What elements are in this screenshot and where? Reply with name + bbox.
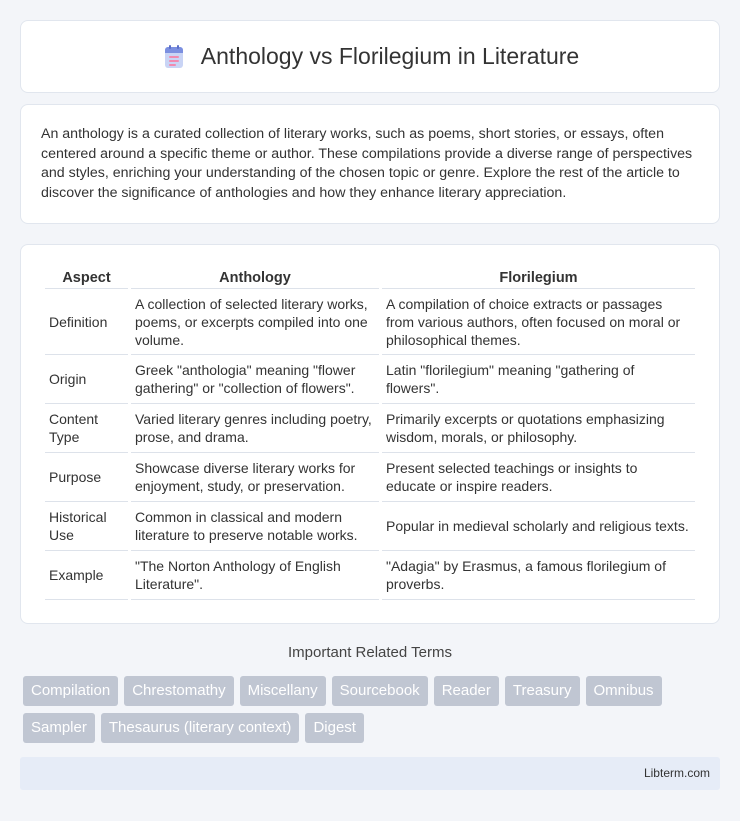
- intro-card: [20, 104, 720, 224]
- cell-aspect: Definition: [45, 289, 128, 355]
- related-tag[interactable]: Thesaurus (literary context): [101, 713, 300, 743]
- related-tag[interactable]: Miscellany: [240, 676, 326, 706]
- table-header-row: [45, 265, 695, 289]
- cell-florilegium: Latin "florilegium" meaning "gathering of flowers".: [382, 355, 695, 404]
- cell-aspect: Purpose: [45, 453, 128, 502]
- cell-aspect: Origin: [45, 355, 128, 404]
- table-row: [45, 289, 695, 355]
- footer: [20, 757, 720, 790]
- related-tag[interactable]: Chrestomathy: [124, 676, 233, 706]
- related-tag[interactable]: Sampler: [23, 713, 95, 743]
- footer-site-link[interactable]: Libterm.com: [643, 766, 710, 780]
- related-tag[interactable]: Compilation: [23, 676, 118, 706]
- related-terms-list: [23, 676, 723, 743]
- table-row: [45, 355, 695, 404]
- cell-aspect: Content Type: [45, 404, 128, 453]
- cell-anthology: Varied literary genres including poetry, prose, and drama.: [131, 404, 379, 453]
- cell-florilegium: Present selected teachings or insights to educate or inspire readers.: [382, 453, 695, 502]
- cell-florilegium: Popular in medieval scholarly and religious texts.: [382, 502, 695, 551]
- cell-florilegium: "Adagia" by Erasmus, a famous florilegium of proverbs.: [382, 551, 695, 600]
- related-terms-title: Important Related Terms: [288, 644, 452, 661]
- related-tag[interactable]: Omnibus: [586, 676, 662, 706]
- comparison-card: [20, 244, 720, 624]
- page-title: Anthology vs Florilegium in Literature: [200, 43, 580, 69]
- cell-anthology: Greek "anthologia" meaning "flower gathering" or "collection of flowers".: [131, 355, 379, 404]
- table-row: [45, 453, 695, 502]
- cell-aspect: Historical Use: [45, 502, 128, 551]
- title-card: [20, 20, 720, 93]
- cell-anthology: A collection of selected literary works, poems, or excerpts compiled into one volume.: [131, 289, 379, 355]
- cell-florilegium: A compilation of choice extracts or passages from various authors, often focused on moral or philosophical themes.: [382, 289, 695, 355]
- header-aspect: Aspect: [45, 265, 128, 289]
- comparison-table: [42, 265, 698, 600]
- table-row: [45, 551, 695, 600]
- cell-florilegium: Primarily excerpts or quotations emphasizing wisdom, morals, or philosophy.: [382, 404, 695, 453]
- document-icon: [161, 44, 187, 70]
- cell-anthology: "The Norton Anthology of English Literature".: [131, 551, 379, 600]
- related-tag[interactable]: Reader: [434, 676, 499, 706]
- header-anthology: Anthology: [131, 265, 379, 289]
- cell-anthology: Common in classical and modern literature to preserve notable works.: [131, 502, 379, 551]
- table-row: [45, 502, 695, 551]
- cell-anthology: Showcase diverse literary works for enjoyment, study, or preservation.: [131, 453, 379, 502]
- intro-text: An anthology is a curated collection of literary works, such as poems, short stories, or essays, often centered around a specific theme or author. These compilations provide a diverse range of perspectives and styles, enriching your understanding of the chosen topic or genre. Explore the rest of the article to discover the significance of anthologies and how they enhance literary appreciation.: [41, 126, 693, 201]
- related-tag[interactable]: Sourcebook: [332, 676, 428, 706]
- cell-aspect: Example: [45, 551, 128, 600]
- related-tag[interactable]: Digest: [305, 713, 364, 743]
- table-row: [45, 404, 695, 453]
- related-tag[interactable]: Treasury: [505, 676, 580, 706]
- header-florilegium: Florilegium: [382, 265, 695, 289]
